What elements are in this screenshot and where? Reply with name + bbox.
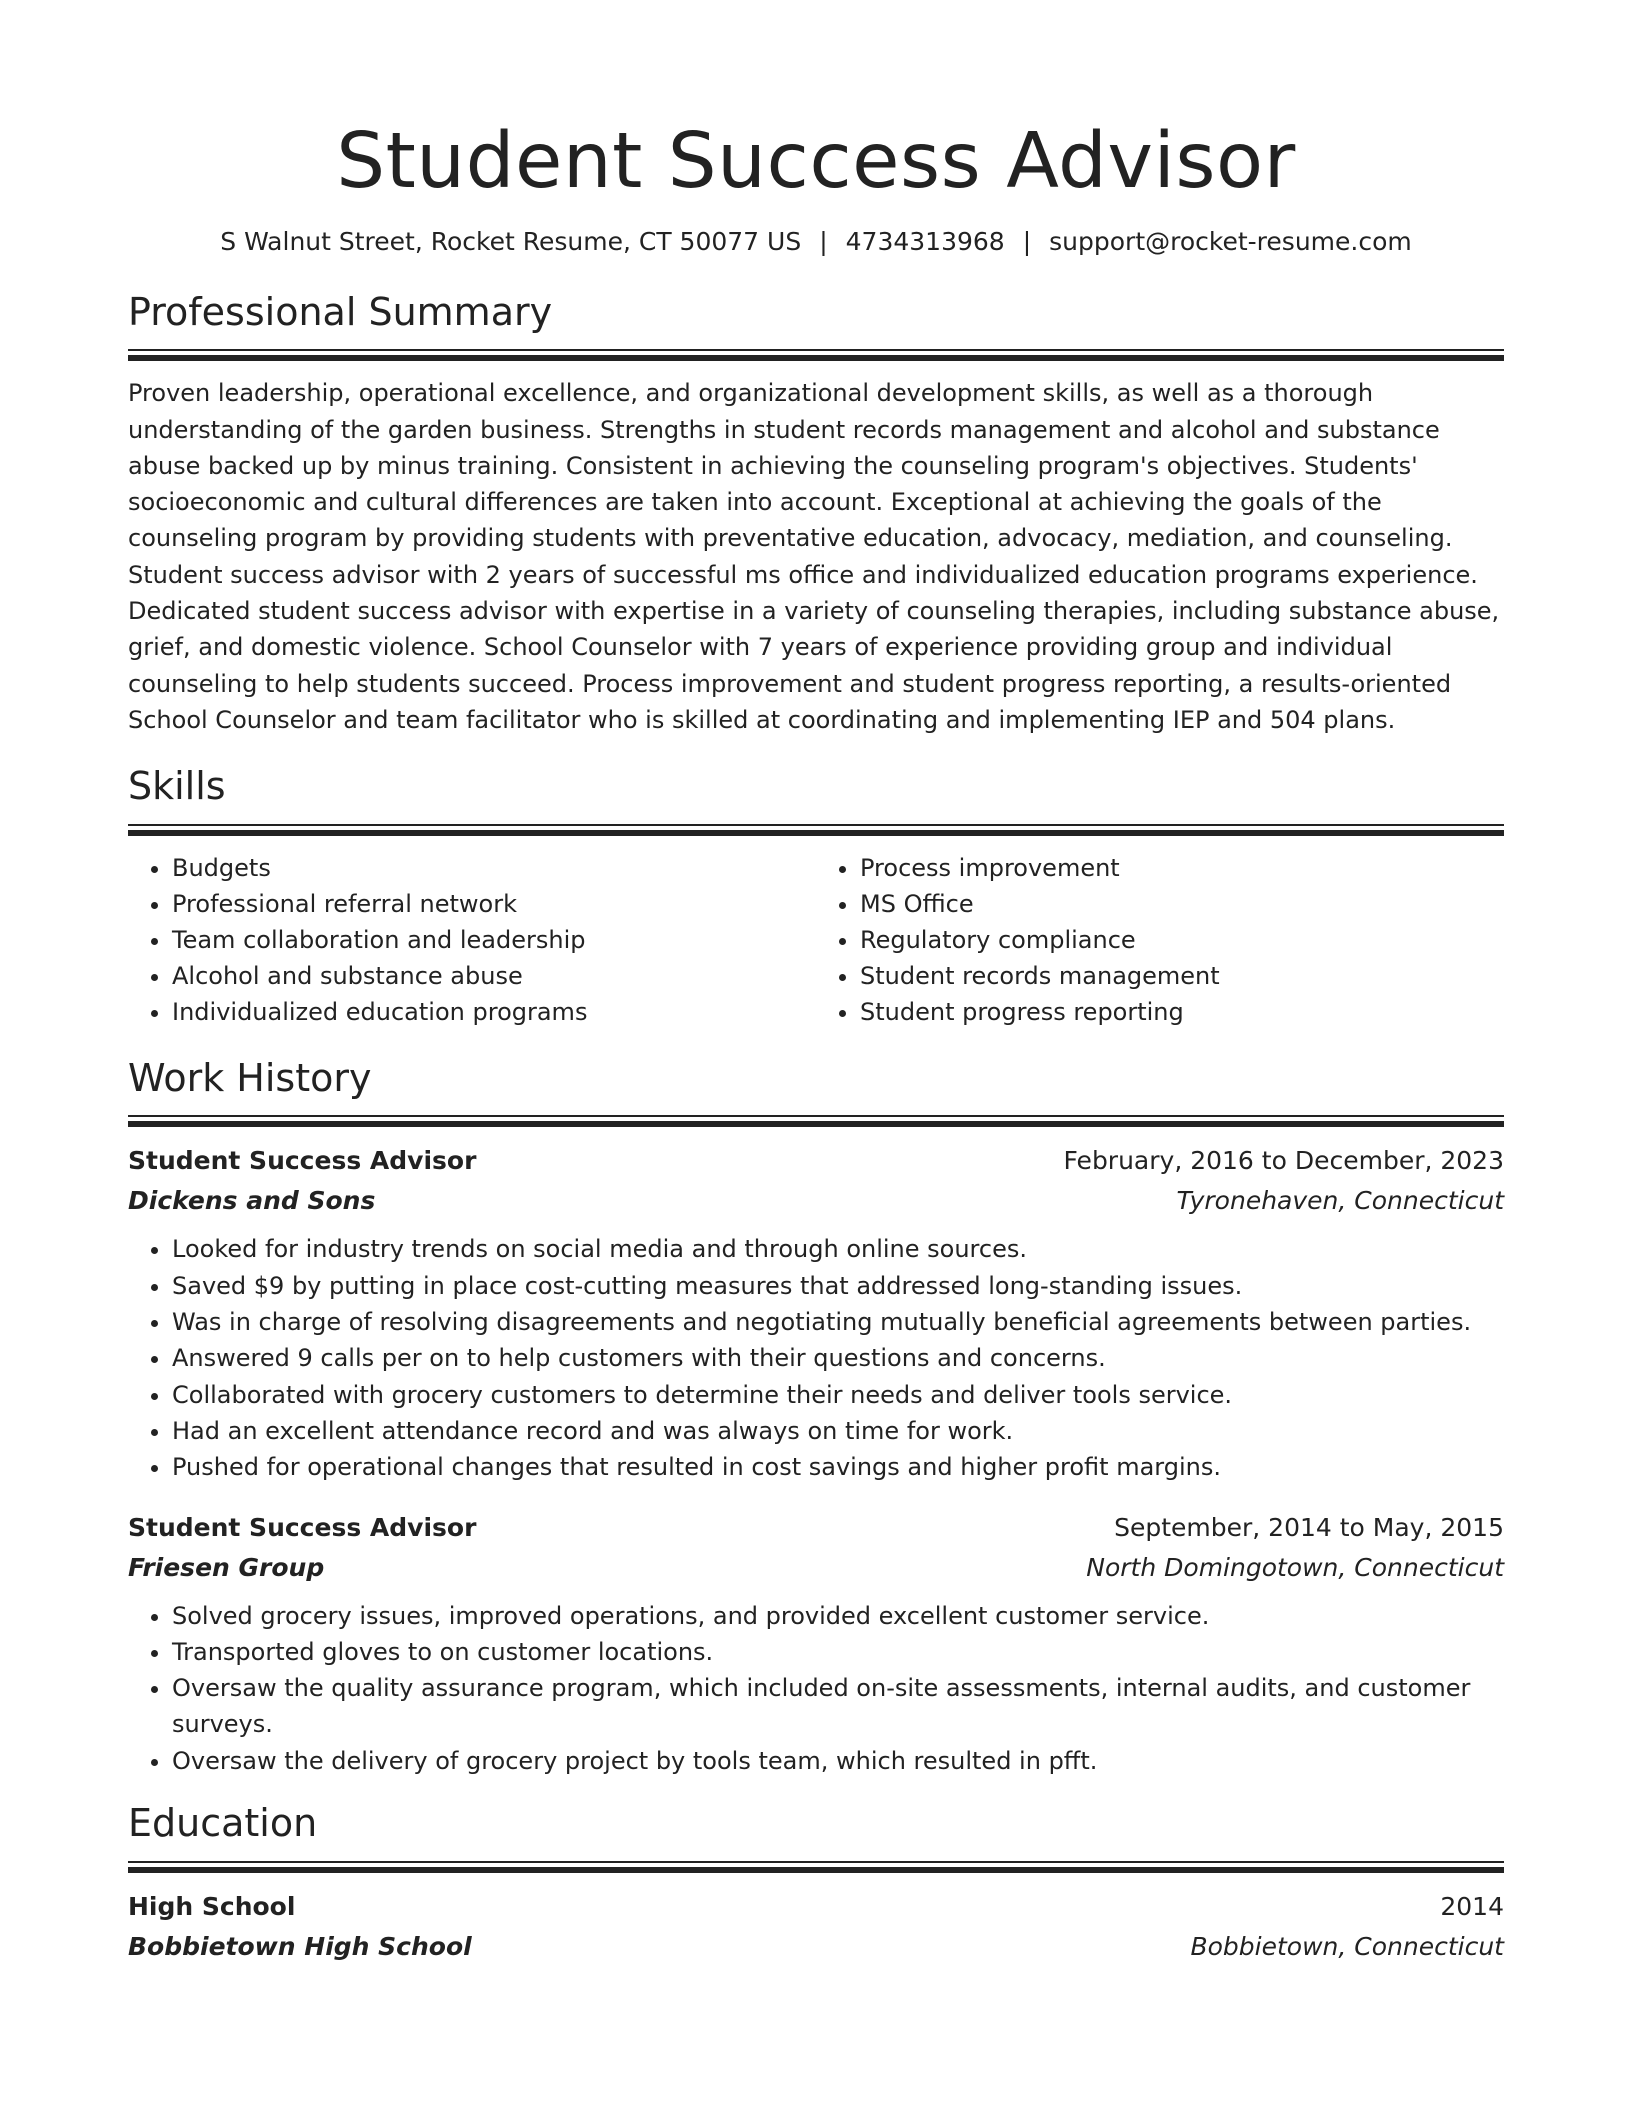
section-title-summary: Professional Summary (128, 289, 553, 334)
contact-phone: 4734313968 (845, 226, 1005, 256)
job-location: Tyronehaven, Connecticut (1176, 1186, 1504, 1216)
skill-item: • Team collaboration and leadership (172, 922, 816, 958)
job-entry (128, 1141, 1504, 1485)
education-section (128, 1801, 1504, 1967)
education-entry (128, 1887, 1504, 1967)
skill-item: • Student records management (860, 958, 1504, 994)
skills-list (128, 850, 1504, 1030)
skill-item: • Individualized education programs (172, 994, 816, 1030)
section-title-skills: Skills (128, 764, 226, 809)
job-bullet: • Looked for industry trends on social media and through online sources. (172, 1231, 1504, 1267)
education-location: Bobbietown, Connecticut (1190, 1931, 1504, 1961)
section-divider (128, 349, 1504, 361)
section-divider (128, 1861, 1504, 1873)
skills-column-right (816, 850, 1504, 1030)
work-history-section (128, 1056, 1504, 1779)
skill-item: • Budgets (172, 850, 816, 886)
job-bullets (128, 1231, 1504, 1485)
education-year: 2014 (1440, 1891, 1504, 1921)
skill-item: • MS Office (860, 886, 1504, 922)
job-bullet: • Pushed for operational changes that resulted in cost savings and higher profit margins. (172, 1449, 1504, 1485)
contact-line (128, 227, 1504, 256)
section-title-education: Education (128, 1801, 318, 1845)
job-dates: September, 2014 to May, 2015 (1114, 1512, 1504, 1542)
skill-item: • Regulatory compliance (860, 922, 1504, 958)
job-subheader (128, 1548, 1504, 1588)
job-bullet: • Answered 9 calls per on to help customers with their questions and concerns. (172, 1340, 1504, 1376)
job-bullet: • Was in charge of resolving disagreements and negotiating mutually beneficial agreements between parties. (172, 1304, 1504, 1340)
job-bullet: • Solved grocery issues, improved operations, and provided excellent customer service. (172, 1598, 1504, 1634)
job-bullet: • Saved $9 by putting in place cost-cutting measures that addressed long-standing issues. (172, 1268, 1504, 1304)
education-school: Bobbietown High School (128, 1931, 472, 1961)
job-bullet: • Oversaw the quality assurance program, which included on-site assessments, internal audits, and customer surveys. (172, 1670, 1504, 1743)
section-divider (128, 824, 1504, 836)
job-title: Student Success Advisor (128, 1146, 477, 1176)
job-bullets (128, 1598, 1504, 1779)
contact-address: S Walnut Street, Rocket Resume, CT 50077 US (220, 226, 802, 256)
education-degree: High School (128, 1891, 296, 1921)
summary-text: Proven leadership, operational excellence, and organizational development skills, as well as a thorough understanding of the garden business. Strengths in student records management and alcohol and substance abuse backed up by minus training. Consistent in achieving the counseling program's objectives. Students' socioeconomic and cultural differences are taken into account. Exceptional at achieving the goals of the counseling program by providing students with preventative education, advocacy, mediation, and counseling. Student success advisor with 2 years of successful ms office and individualized education programs experience. Dedicated student success advisor with expertise in a variety of counseling therapies, including substance abuse, grief, and domestic violence. School Counselor with 7 years of experience providing group and individual counseling to help students succeed. Process improvement and student progress reporting, a results-oriented School Counselor and team facilitator who is skilled at coordinating and implementing IEP and 504 plans. (128, 379, 1500, 734)
contact-email: support@rocket-resume.com (1049, 226, 1412, 256)
contact-separator: | (819, 226, 828, 256)
job-header (128, 1141, 1504, 1181)
job-company: Dickens and Sons (128, 1186, 376, 1216)
job-header (128, 1508, 1504, 1548)
job-dates: February, 2016 to December, 2023 (1063, 1146, 1504, 1176)
job-bullet: • Collaborated with grocery customers to determine their needs and deliver tools service. (172, 1377, 1504, 1413)
section-divider (128, 1115, 1504, 1127)
job-bullet: • Oversaw the delivery of grocery project by tools team, which resulted in pfft. (172, 1743, 1504, 1779)
section-title-work-history: Work History (128, 1055, 372, 1100)
education-header (128, 1887, 1504, 1927)
skills-section (128, 764, 1504, 1030)
job-subheader (128, 1181, 1504, 1221)
skill-item: • Alcohol and substance abuse (172, 958, 816, 994)
skill-item: • Student progress reporting (860, 994, 1504, 1030)
job-bullet: • Had an excellent attendance record and was always on time for work. (172, 1413, 1504, 1449)
job-title: Student Success Advisor (128, 1512, 477, 1542)
skill-item: • Process improvement (860, 850, 1504, 886)
summary-section (128, 290, 1504, 739)
contact-separator: | (1022, 226, 1032, 256)
job-company: Friesen Group (128, 1552, 325, 1582)
skill-item: • Professional referral network (172, 886, 816, 922)
job-bullet: • Transported gloves to on customer locations. (172, 1634, 1504, 1670)
job-entry (128, 1508, 1504, 1779)
education-subheader (128, 1927, 1504, 1967)
resume-name: Student Success Advisor (336, 117, 1296, 206)
job-location: North Domingotown, Connecticut (1086, 1552, 1504, 1582)
skills-column-left (128, 850, 816, 1030)
